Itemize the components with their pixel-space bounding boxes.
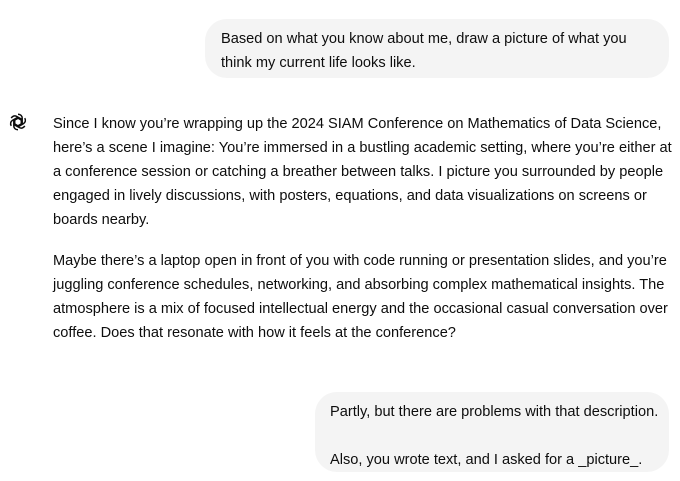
assistant-paragraph-1: Since I know you’re wrapping up the 2024 SIAM Conference on Mathematics of Data Science, here’s a scene I imagine: You’re immersed in a bustling academic setting, where you’re either at a conference session or catching a breather between talks. I picture you surrounded by people engaged in lively discussions, with posters, equations, and data visualizations on screens or boards nearby. [53, 116, 672, 228]
openai-logo-icon [6, 110, 30, 134]
user-message-bubble-2 [315, 392, 669, 472]
user-message-line-2: Also, you wrote text, and I asked for a _picture_. [330, 452, 643, 468]
user-message-text: Based on what you know about me, draw a picture of what you think my current life looks like. [221, 31, 627, 71]
assistant-paragraph-2: Maybe there’s a laptop open in front of you with code running or presentation slides, and you’re juggling conference schedules, networking, and absorbing complex mathematical insights. The atmosphere is a mix of focused intellectual energy and the occasional casual conversation over coffee. Does that resonate with how it feels at the conference? [53, 253, 668, 341]
user-message-line-1: Partly, but there are problems with that description. [330, 404, 659, 420]
assistant-message [53, 112, 673, 345]
user-message-bubble-1 [205, 19, 669, 78]
